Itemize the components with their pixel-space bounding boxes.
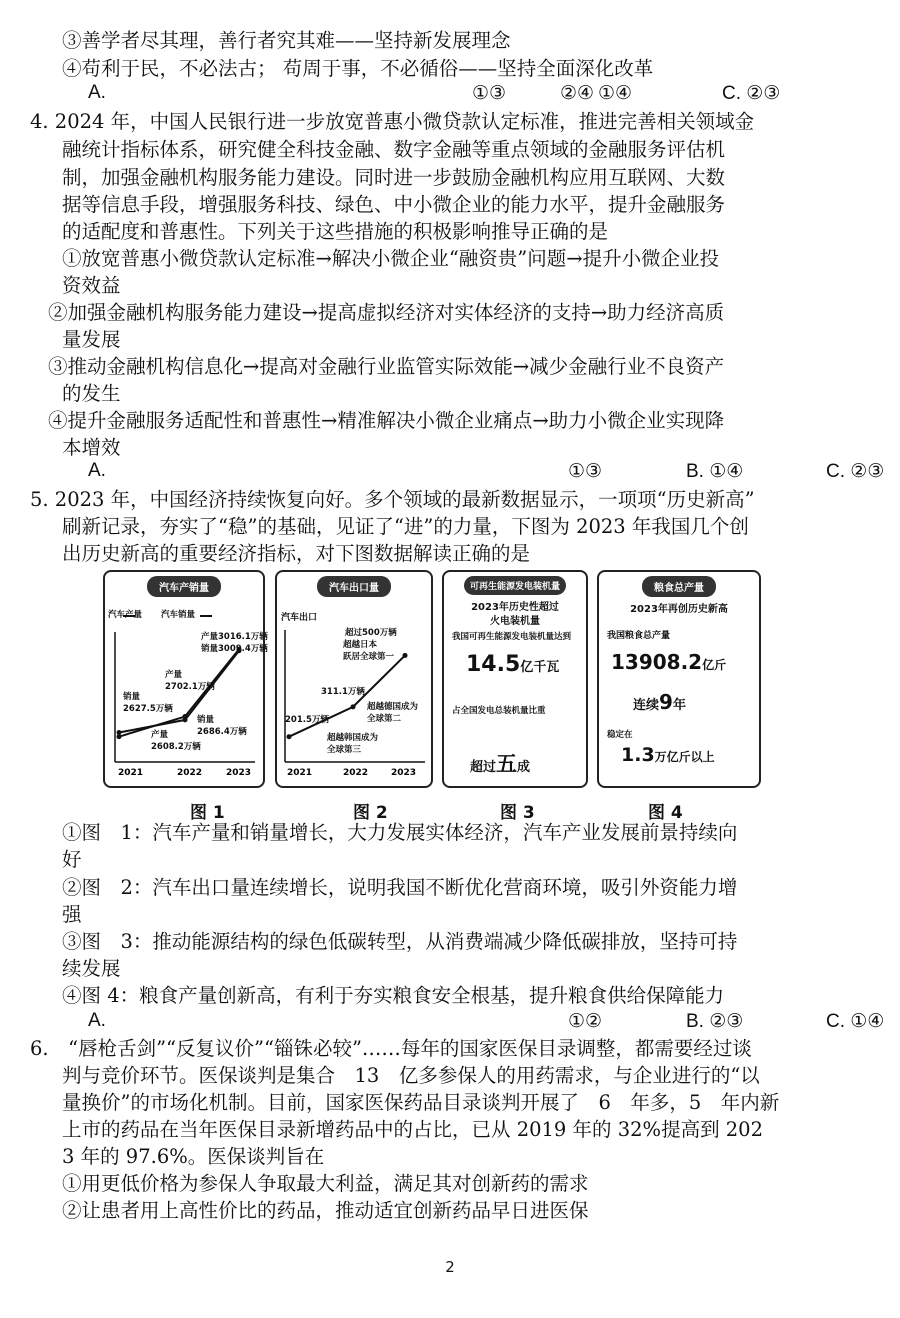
q5-option-2-cont: 强 bbox=[62, 903, 82, 926]
figure-3-exceed: 超过 bbox=[470, 760, 497, 775]
q5-option-2: ②图 2：汽车出口量连续增长，说明我国不断优化营商环境，吸引外资能力增 bbox=[62, 876, 738, 899]
label-2021-production-a: 产量 bbox=[151, 730, 169, 740]
label-2023-c: 跃居全球第一 bbox=[343, 652, 395, 662]
q6-stem-line-4: 上市的药品在当年医保目录新增药品中的占比，已从 2019 年的 32%提高到 202 bbox=[62, 1118, 763, 1141]
figure-4-stable bbox=[621, 744, 715, 766]
q4-stem-line-5: 的适配度和普惠性。下列关于这些措施的积极影响推导正确的是 bbox=[62, 220, 609, 243]
q6-option-2: ②让患者用上高性价比的药品，推动适宜创新药品早日进医保 bbox=[62, 1199, 589, 1222]
x-tick-2023: 2023 bbox=[226, 768, 252, 778]
x-tick-2021: 2021 bbox=[287, 768, 313, 778]
figure-4-year: 年 bbox=[672, 698, 686, 713]
q4-answer-b[interactable]: B. ①④ bbox=[686, 461, 744, 482]
figure-4-head: 2023年再创历史新高 bbox=[630, 604, 728, 615]
q4-option-3: ③推动金融机构信息化→提高对金融行业监管实际效能→减少金融行业不良资产 bbox=[48, 355, 725, 378]
caption-figure-2: 图 2 bbox=[353, 803, 388, 823]
figure-4-line-1: 我国粮食总产量 bbox=[607, 631, 671, 641]
figure-4-unit: 亿斤 bbox=[702, 658, 727, 672]
q4-answer-a-value[interactable]: ①③ bbox=[568, 461, 603, 482]
figure-2-title: 汽车出口量 bbox=[317, 576, 391, 597]
label-2023-b: 超越日本 bbox=[343, 640, 378, 650]
q4-option-1: ①放宽普惠小微贷款认定标准→解决小微企业“融资贵”问题→提升小微企业投 bbox=[62, 247, 720, 270]
figure-2-subtitle: 汽车出口 bbox=[281, 613, 318, 623]
label-surpass-germany-a: 超越德国成为 bbox=[367, 702, 419, 712]
q3-answer-a-value[interactable]: ①③ bbox=[472, 83, 507, 104]
figure-3-unit: 亿千瓦 bbox=[520, 660, 560, 675]
label-surpass-korea-b: 全球第三 bbox=[327, 745, 362, 755]
legend-sales: 汽车销量 bbox=[161, 610, 196, 620]
figure-4-panel bbox=[597, 570, 761, 788]
figure-4-nine: 9 bbox=[659, 690, 673, 714]
figure-4-stable-label: 稳定在 bbox=[607, 730, 633, 740]
label-surpass-korea-a: 超越韩国成为 bbox=[327, 733, 379, 743]
q4-option-4-cont: 本增效 bbox=[62, 436, 121, 459]
figure-4-stable-number: 1.3 bbox=[621, 744, 655, 766]
figure-3-title: 可再生能源发电装机量 bbox=[464, 576, 566, 595]
q3-option-4: ④苟利于民，不必法古； 苟周于事，不必循俗——坚持全面深化改革 bbox=[62, 57, 654, 80]
label-2021-sales-b: 2627.5万辆 bbox=[123, 704, 173, 714]
figure-3-exceed-half bbox=[470, 748, 530, 778]
q5-answer-b[interactable]: B. ②③ bbox=[686, 1011, 744, 1032]
figure-1-chart bbox=[105, 572, 263, 786]
label-2021-value: 201.5万辆 bbox=[285, 715, 329, 725]
label-2022-production-a: 产量 bbox=[165, 670, 183, 680]
figure-3-line-2: 占全国发电总装机量比重 bbox=[452, 706, 546, 716]
figure-2-panel bbox=[275, 570, 433, 788]
figure-3-cheng: 成 bbox=[517, 760, 531, 775]
point-汽车出口-2022 bbox=[351, 704, 356, 709]
q5-stem-line-2: 刷新记录，夯实了“稳”的基础，见证了“进”的力量，下图为 2023 年我国几个创 bbox=[62, 515, 749, 538]
q3-answer-b-label[interactable]: ②④ bbox=[560, 83, 595, 104]
q5-stem-line-3: 出历史新高的重要经济指标，对下图数据解读正确的是 bbox=[62, 542, 531, 565]
figure-3-head-b: 火电装机量 bbox=[490, 616, 540, 627]
q5-answer-c[interactable]: C. ①④ bbox=[826, 1011, 885, 1032]
label-2021-production-b: 2608.2万辆 bbox=[151, 742, 201, 752]
q5-stem-line-1: 5. 2023 年，中国经济持续恢复向好。多个领域的最新数据显示，一项项“历史新高” bbox=[30, 488, 755, 511]
legend-production: 汽车产量 bbox=[108, 610, 143, 620]
x-tick-2022: 2022 bbox=[343, 768, 369, 778]
label-2022-production-b: 2702.1万辆 bbox=[165, 682, 215, 692]
x-tick-2021: 2021 bbox=[118, 768, 144, 778]
label-2022-sales-a: 销量 bbox=[197, 715, 215, 725]
q4-answer-c[interactable]: C. ②③ bbox=[826, 461, 885, 482]
q6-option-1: ①用更低价格为参保人争取最大利益，满足其对创新药的需求 bbox=[62, 1172, 589, 1195]
figure-3-five: 五 bbox=[496, 752, 518, 776]
caption-figure-3: 图 3 bbox=[500, 803, 535, 823]
q6-stem-line-2: 判与竞价环节。医保谈判是集合 13 亿多参保人的用药需求，与企业进行的“以 bbox=[62, 1064, 760, 1087]
q4-option-1-cont: 资效益 bbox=[62, 274, 121, 297]
figure-3-big-number bbox=[466, 652, 559, 677]
figure-4-title: 粮食总产量 bbox=[642, 576, 716, 597]
point-汽车销量-2021 bbox=[117, 730, 122, 735]
figure-4-number: 13908.2 bbox=[611, 650, 703, 674]
q3-answer-c[interactable]: C. ②③ bbox=[722, 83, 781, 104]
q3-answer-b-value[interactable]: ①④ bbox=[598, 83, 633, 104]
q5-answer-a-label[interactable]: A. bbox=[88, 1010, 106, 1031]
point-汽车出口-2023 bbox=[403, 653, 408, 658]
figure-3-head-a: 2023年历史性超过 bbox=[471, 602, 559, 613]
point-汽车销量-2022 bbox=[183, 717, 188, 722]
q4-option-4: ④提升金融服务适配性和普惠性→精准解决小微企业痛点→助力小微企业实现降 bbox=[48, 409, 725, 432]
label-2023-sales: 销量3009.4万辆 bbox=[201, 644, 268, 654]
x-tick-2022: 2022 bbox=[177, 768, 203, 778]
label-2022-value: 311.1万辆 bbox=[321, 687, 365, 697]
q4-answer-a-label[interactable]: A. bbox=[88, 460, 106, 481]
q5-option-1: ①图 1：汽车产量和销量增长，大力发展实体经济，汽车产业发展前景持续向 bbox=[62, 821, 738, 844]
q5-option-1-cont: 好 bbox=[62, 848, 82, 871]
q6-stem-line-1: 6. “唇枪舌剑”“反复议价”“锱铢必较”……每年的国家医保目录调整，都需要经过谈 bbox=[30, 1037, 752, 1060]
caption-figure-1: 图 1 bbox=[190, 803, 225, 823]
page-number: 2 bbox=[445, 1258, 455, 1276]
q4-stem-line-4: 据等信息手段，增强服务科技、绿色、中小微企业的能力水平，提升金融服务 bbox=[62, 193, 726, 216]
label-2023-a: 超过500万辆 bbox=[345, 628, 397, 638]
label-surpass-germany-b: 全球第二 bbox=[367, 714, 402, 724]
q5-option-3-cont: 续发展 bbox=[62, 957, 121, 980]
q5-answer-a-value[interactable]: ①② bbox=[568, 1011, 603, 1032]
q4-stem-line-2: 融统计指标体系，研究健全科技金融、数字金融等重点领域的金融服务评估机 bbox=[62, 138, 726, 161]
q4-stem-line-1: 4. 2024 年，中国人民银行进一步放宽普惠小微贷款认定标准，推进完善相关领域金 bbox=[30, 110, 755, 133]
figure-row bbox=[103, 570, 785, 786]
label-2021-sales-a: 销量 bbox=[123, 692, 141, 702]
x-tick-2023: 2023 bbox=[391, 768, 417, 778]
point-汽车出口-2021 bbox=[287, 734, 292, 739]
q5-option-3: ③图 3：推动能源结构的绿色低碳转型，从消费端减少降低碳排放，坚持可持 bbox=[62, 930, 738, 953]
label-2023-production: 产量3016.1万辆 bbox=[201, 632, 268, 642]
q5-option-4: ④图 4：粮食产量创新高，有利于夯实粮食安全根基，提升粮食供给保障能力 bbox=[62, 984, 725, 1007]
figure-1-panel bbox=[103, 570, 268, 788]
figure-1-title: 汽车产销量 bbox=[147, 576, 221, 597]
q3-option-3: ③善学者尽其理，善行者究其难——坚持新发展理念 bbox=[62, 29, 511, 52]
q4-stem-line-3: 制，加强金融机构服务能力建设。同时进一步鼓励金融机构应用互联网、大数 bbox=[62, 166, 726, 189]
figure-3-line-1: 我国可再生能源发电装机量达到 bbox=[452, 632, 572, 642]
figure-4-big-number bbox=[611, 650, 726, 674]
figure-4-stable-unit: 万亿斤以上 bbox=[654, 750, 715, 764]
caption-figure-4: 图 4 bbox=[648, 803, 683, 823]
figure-4-consecutive bbox=[633, 690, 686, 714]
q6-stem-line-3: 量换价”的市场化机制。目前，国家医保药品目录谈判开展了 6 年多，5 年内新 bbox=[62, 1091, 780, 1114]
q6-stem-line-5: 3 年的 97.6%。医保谈判旨在 bbox=[62, 1145, 325, 1168]
q4-option-2-cont: 量发展 bbox=[62, 328, 121, 351]
figure-3-panel bbox=[442, 570, 588, 788]
q4-option-3-cont: 的发生 bbox=[62, 382, 121, 405]
figure-3-number: 14.5 bbox=[466, 652, 521, 677]
label-2022-sales-b: 2686.4万辆 bbox=[197, 727, 247, 737]
q3-answer-a-label[interactable]: A. bbox=[88, 82, 106, 103]
figure-4-cont: 连续 bbox=[633, 698, 660, 713]
q4-option-2: ②加强金融机构服务能力建设→提高虚拟经济对实体经济的支持→助力经济高质 bbox=[48, 301, 725, 324]
